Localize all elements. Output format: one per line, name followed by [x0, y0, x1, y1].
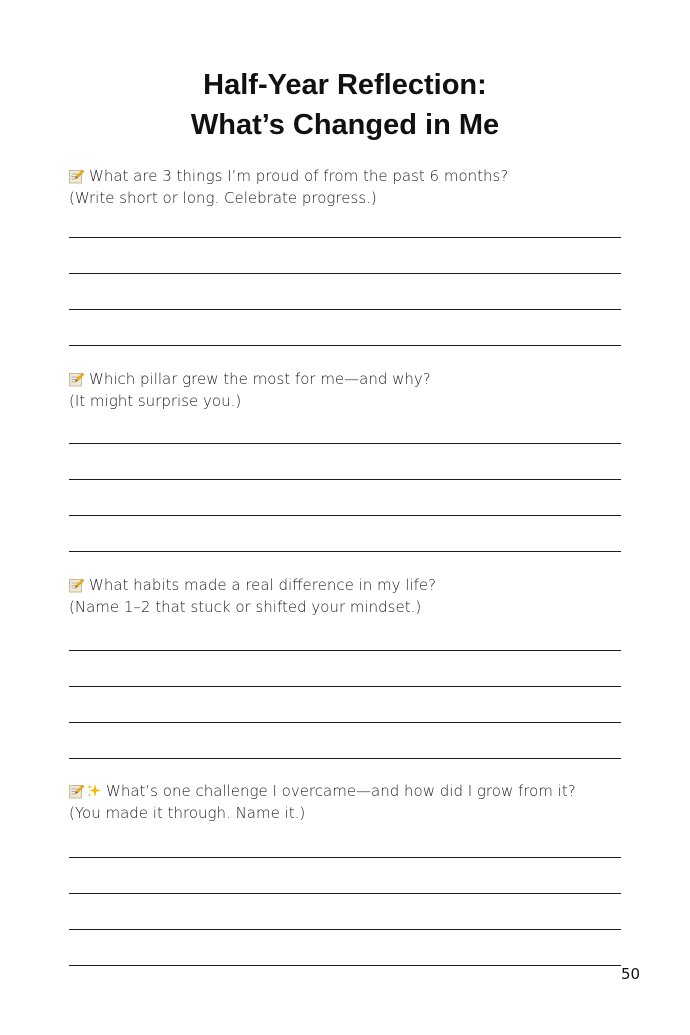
- question-4-prompt: What’s one challenge I overcame—and how did I grow from it?: [106, 782, 576, 800]
- page-title-line-2: What’s Changed in Me: [190, 109, 500, 141]
- question-4: [69, 780, 629, 824]
- memo-icon: [69, 578, 84, 593]
- answer-line[interactable]: [69, 893, 621, 894]
- question-1-prompt: What are 3 things I’m proud of from the past 6 months?: [89, 167, 509, 185]
- question-2-hint: (It might surprise you.): [69, 392, 242, 410]
- answer-line[interactable]: [69, 345, 621, 346]
- question-3: [69, 574, 629, 618]
- memo-icon: [69, 372, 84, 387]
- answer-line[interactable]: [69, 686, 621, 687]
- sparkles-icon: [86, 783, 102, 799]
- question-3-hint: (Name 1–2 that stuck or shifted your mindset.): [69, 598, 422, 616]
- answer-line[interactable]: [69, 758, 621, 759]
- question-4-hint: (You made it through. Name it.): [69, 804, 306, 822]
- page-number: 50: [621, 965, 641, 983]
- question-3-prompt: What habits made a real difference in my life?: [89, 576, 437, 594]
- question-2: [69, 368, 629, 412]
- answer-line[interactable]: [69, 309, 621, 310]
- answer-line[interactable]: [69, 929, 621, 930]
- question-2-prompt: Which pillar grew the most for me—and why?: [89, 370, 431, 388]
- answer-line[interactable]: [69, 857, 621, 858]
- answer-line[interactable]: [69, 479, 621, 480]
- answer-line[interactable]: [69, 237, 621, 238]
- question-1: [69, 165, 629, 209]
- answer-line[interactable]: [69, 551, 621, 552]
- answer-line[interactable]: [69, 650, 621, 651]
- answer-line[interactable]: [69, 965, 621, 966]
- page-title-line-1: Half-Year Reflection:: [203, 69, 487, 101]
- answer-line[interactable]: [69, 443, 621, 444]
- memo-icon: [69, 784, 84, 799]
- answer-line[interactable]: [69, 273, 621, 274]
- question-1-hint: (Write short or long. Celebrate progress.): [69, 189, 377, 207]
- answer-line[interactable]: [69, 722, 621, 723]
- memo-icon: [69, 169, 84, 184]
- answer-line[interactable]: [69, 515, 621, 516]
